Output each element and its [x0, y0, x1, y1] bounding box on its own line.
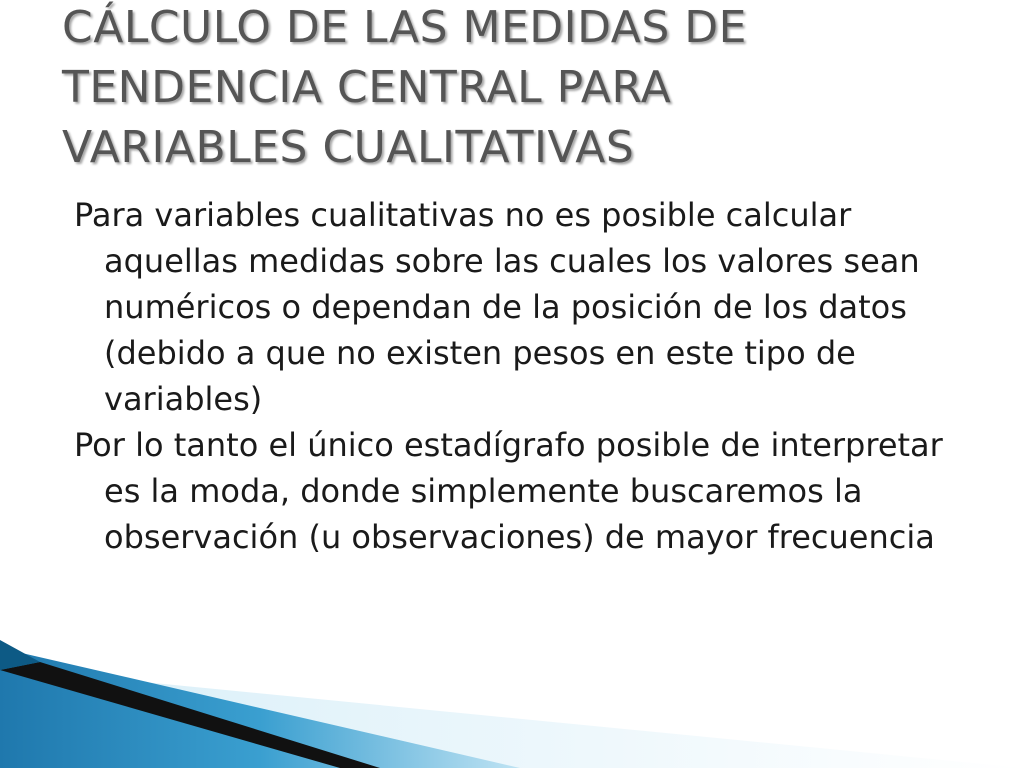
- slide-title: [62, 0, 962, 178]
- paragraph-1: Para variables cualitativas no es posible calcular aquellas medidas sobre las cuales los valores sean numéricos o dependan de la posición de los datos (debido a que no existen pesos en este tipo de variables): [74, 196, 920, 418]
- decorative-swoosh: [0, 640, 1024, 768]
- title-line-1: CÁLCULO DE LAS MEDIDAS DE: [62, 2, 747, 53]
- swoosh-blue-band: [0, 648, 520, 768]
- paragraph-2: Por lo tanto el único estadígrafo posible de interpretar es la moda, donde simplemente buscaremos la observación (u observaciones) de mayor frecuencia: [74, 426, 943, 556]
- title-line-3: VARIABLES CUALITATIVAS: [62, 122, 635, 173]
- title-line-2: TENDENCIA CENTRAL PARA: [62, 62, 672, 113]
- slide-body: [74, 192, 974, 560]
